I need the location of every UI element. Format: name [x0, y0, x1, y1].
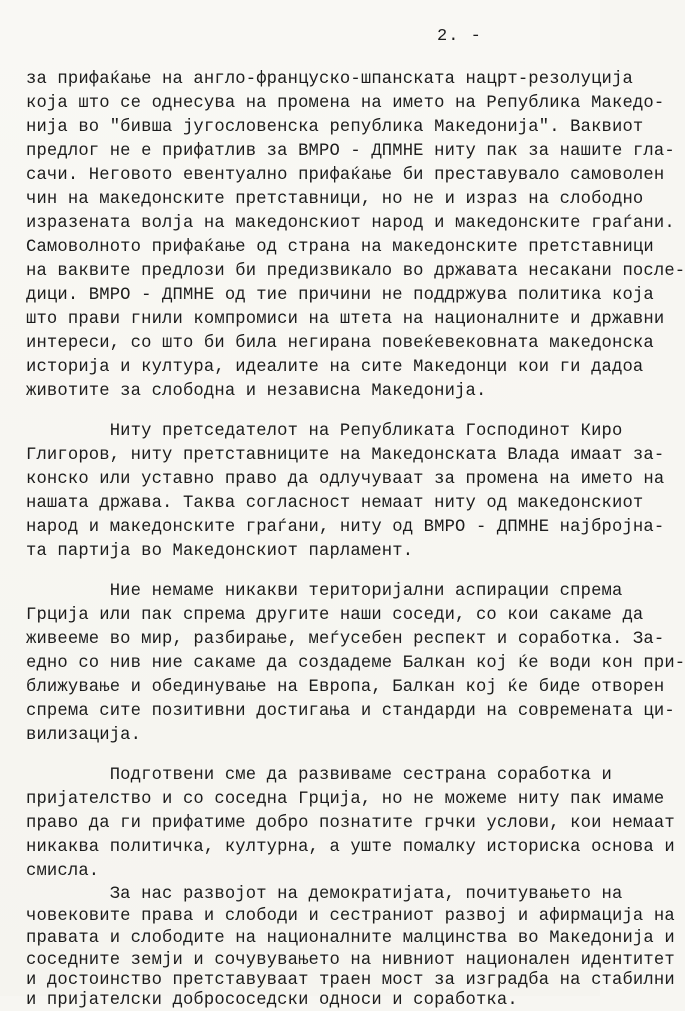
text-line: вилизација.: [26, 726, 142, 745]
text-line: за прифаќање на англо-француско-шпанската нацрт-резолуција: [26, 70, 633, 89]
text-line: Ниту претседателот на Републиката Господинот Киро: [26, 422, 623, 441]
text-line: нашата држава. Таква согласност немаат ниту од македонскиот: [26, 494, 644, 513]
text-line: дици. ВМРО - ДПМНЕ од тие причини не поддржува политика која: [26, 286, 654, 305]
text-line: што прави гнили компромиси на штета на националните и државни: [26, 310, 665, 329]
text-line: та партија во Македонскиот парламент.: [26, 542, 414, 561]
text-line: интереси, со што би била негирана повеќевековната македонска: [26, 334, 654, 353]
text-line: живееме во мир, разбирање, меѓусебен респект и соработка. За-: [26, 630, 665, 649]
text-line: конско или уставно право да одлучуваат за промена на името на: [26, 470, 665, 489]
text-line: и достоинство претставуваат траен мост за изградба на стабилни: [26, 971, 675, 990]
text-line: За нас развојот на демократијата, почитувањето на: [26, 885, 623, 904]
text-line: сачи. Неговото евентуално прифаќање би преставувало самоволен: [26, 166, 665, 185]
text-line: спрема сите позитивни достигања и стандарди на современата ци-: [26, 702, 675, 721]
text-line: изразената волја на македонскиот народ и македонските граѓани.: [26, 214, 675, 233]
text-line: предлог не е прифатлив за ВМРО - ДПМНЕ ниту пак за нашите гла-: [26, 142, 675, 161]
text-line: Грција или пак спрема другите наши соседи, со кои сакаме да: [26, 606, 644, 625]
text-line: нија во "бивша југословенска република Македонија". Ваквиот: [26, 118, 644, 137]
text-line: пријателство и со соседна Грција, но не можеме ниту пак имаме: [26, 790, 665, 809]
text-line: соседните земји и сочувувањето на нивниот национален идентитет: [26, 951, 675, 970]
text-line: чин на македонските претставници, но не и израз на слободно: [26, 190, 644, 209]
page-number: 2. -: [437, 27, 482, 46]
text-line: која што се однесува на промена на името на Република Македо-: [26, 94, 665, 113]
text-line: ближување и обединување на Европа, Балкан кој ќе биде отворен: [26, 678, 665, 697]
text-line: правата и слободите на националните малцинства во Македонија и: [26, 929, 675, 948]
text-line: човековите права и слободи и сестраниот развој и афирмација на: [26, 907, 675, 926]
text-line: народ и македонските граѓани, ниту од ВМРО - ДПМНЕ најбројна-: [26, 518, 665, 537]
text-line: Глигоров, ниту претставниците на Македонската Влада имаат за-: [26, 446, 665, 465]
text-line: Подготвени сме да развиваме сестрана соработка и: [26, 766, 612, 785]
text-line: животите за слободна и независна Македонија.: [26, 382, 487, 401]
text-line: Самоволното прифаќање од страна на македонските претставници: [26, 238, 654, 257]
text-line: на ваквите предлози би предизвикало во државата несакани после-: [26, 262, 685, 281]
text-line: право да ги прифатиме добро познатите грчки услови, кои немаат: [26, 814, 675, 833]
text-line: Ние немаме никакви територијални аспирации спрема: [26, 582, 623, 601]
text-line: никаква политичка, културна, а уште помалку историска основа и: [26, 838, 675, 857]
text-line: историја и култура, идеалите на сите Македонци кои ги дадоа: [26, 358, 644, 377]
text-line: едно со нив ние сакаме да создадеме Балкан кој ќе води кон при-: [26, 654, 685, 673]
text-line: и пријателски добрососедски односи и соработка.: [26, 991, 518, 1010]
text-line: смисла.: [26, 862, 100, 881]
